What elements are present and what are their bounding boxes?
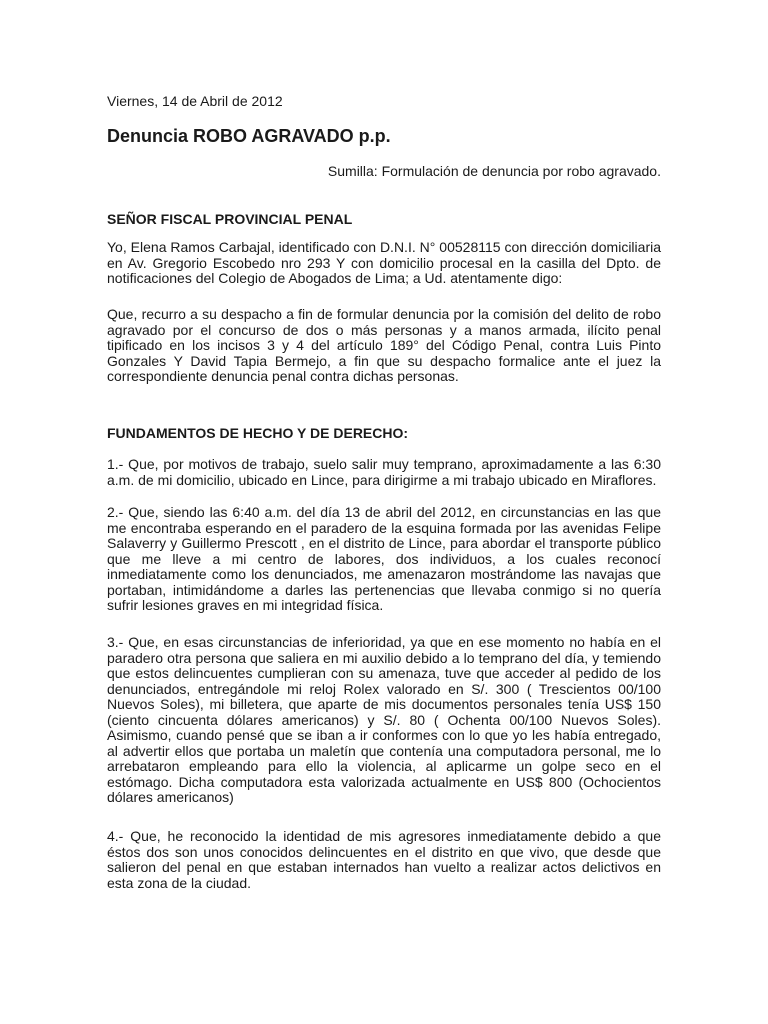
intro-paragraph: Yo, Elena Ramos Carbajal, identificado con D.N.I. N° 00528115 con dirección domiciliaria en Av. Gregorio Escobedo nro 293 Y con domicilio procesal en la casilla del Dpto. de notificaciones del Colegio de Abogados de Lima; a Ud. atentamente digo:: [107, 239, 661, 286]
document-title: Denuncia ROBO AGRAVADO p.p.: [107, 126, 391, 146]
fact-paragraph-3: 3.- Que, en esas circunstancias de inferioridad, ya que en ese momento no había en el paradero otra persona que saliera en mi auxilio debido a lo temprano del día, y temiendo que estos delincuentes cumplieran con su amenaza, tuve que acceder al pedido de los denunciados, entregándole mi reloj Rolex valorado en S/. 300 ( Trescientos 00/100 Nuevos Soles), mi billetera, que aparte de mis documentos personales tenía US$ 150 (ciento cincuenta dólares americanos) y S/. 80 ( Ochenta 00/100 Nuevos Soles). Asimismo, cuando pensé que se iban a ir conformes con lo que yo les había entregado, al advertir ellos que portaba un maletín que contenía una computadora personal, me lo arrebataron empleando para ello la violencia, al aplicarme un golpe seco en el estómago. Dicha computadora esta valorizada actualmente en US$ 800 (Ochocientos dólares americanos): [107, 634, 661, 805]
request-paragraph: Que, recurro a su despacho a fin de formular denuncia por la comisión del delito de robo agravado por el concurso de dos o más personas y a manos armada, ilícito penal tipificado en los incisos 3 y 4 del artículo 189° del Código Penal, contra Luis Pinto Gonzales Y David Tapia Bermejo, a fin que su despacho formalice ante el juez la correspondiente denuncia penal contra dichas personas.: [107, 306, 661, 384]
fact-paragraph-1: 1.- Que, por motivos de trabajo, suelo salir muy temprano, aproximadamente a las 6:30 a.m. de mi domicilio, ubicado en Lince, para dirigirme a mi trabajo ubicado en Miraflores.: [107, 456, 661, 488]
fact-paragraph-2: 2.- Que, siendo las 6:40 a.m. del día 13 de abril del 2012, en circunstancias en las que me encontraba esperando en el paradero de la esquina formada por las avenidas Felipe Salaverry y Guillermo Prescott , en el distrito de Lince, para abordar el transporte público que me lleve a mi centro de labores, dos individuos, a los cuales reconocí inmediatamente como los denunciados, me amenazaron mostrándome las navajas que portaban, intimidándome a darles las pertenencias que llevaba conmigo si no quería sufrir lesiones graves en mi integridad física.: [107, 504, 661, 613]
document-body: [107, 92, 661, 891]
fact-paragraph-4: 4.- Que, he reconocido la identidad de mis agresores inmediatamente debido a que éstos dos son unos conocidos delincuentes en el distrito en que vivo, que desde que salieron del penal en que estaban internados han vuelto a realizar actos delictivos en esta zona de la ciudad.: [107, 828, 661, 891]
addressee-heading: SEÑOR FISCAL PROVINCIAL PENAL: [107, 211, 353, 227]
sumilla: Sumilla: Formulación de denuncia por robo agravado.: [327, 163, 661, 179]
document-date: Viernes, 14 de Abril de 2012: [107, 93, 283, 109]
section-heading: FUNDAMENTOS DE HECHO Y DE DERECHO:: [107, 425, 409, 441]
